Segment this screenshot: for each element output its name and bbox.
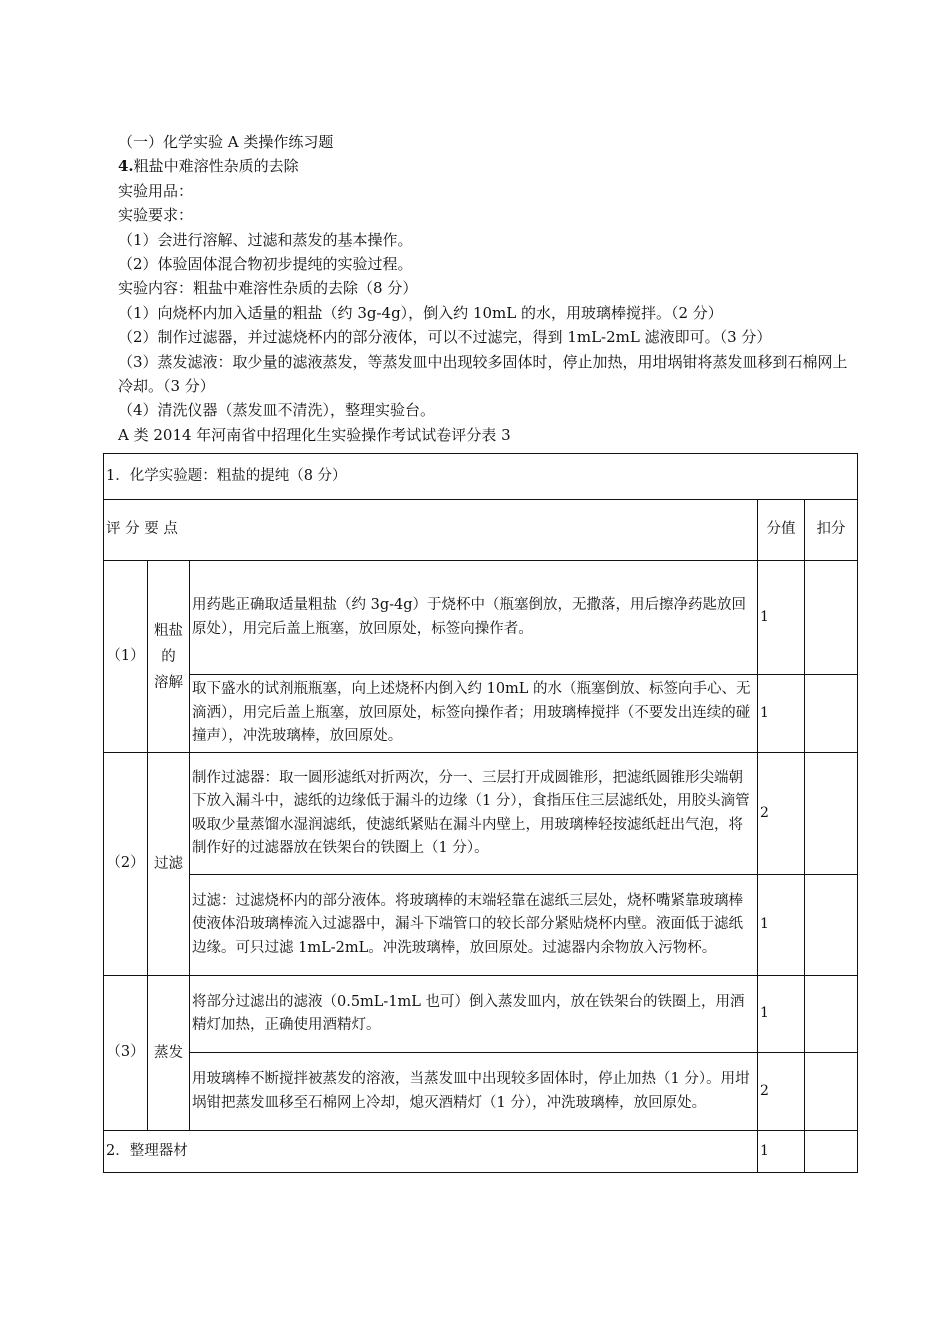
deduct-cell[interactable] xyxy=(805,1131,858,1173)
score-value: 1 xyxy=(758,1131,805,1173)
table-row xyxy=(104,875,858,976)
supplies-label: 实验用品： xyxy=(118,181,194,200)
group-name: 蒸发 xyxy=(148,976,190,1131)
score-value: 2 xyxy=(758,753,805,875)
content-label: 实验内容：粗盐中难溶性杂质的去除（8 分） xyxy=(118,279,418,298)
score-value: 1 xyxy=(758,976,805,1053)
deduct-cell[interactable] xyxy=(805,675,858,753)
criterion-text: 2．整理器材 xyxy=(104,1131,758,1173)
topic-number: 4. xyxy=(118,157,134,176)
criterion-text: 取下盛水的试剂瓶瓶塞，向上述烧杯内倒入约 10mL 的水（瓶塞倒放、标签向手心、无滴洒），用完后盖上瓶塞，放回原处，标签向操作者；用玻璃棒搅拌（不要发出连续的碰撞声），冲洗玻璃棒，放回原处。 xyxy=(190,675,758,753)
scoring-table xyxy=(103,453,858,1173)
topic-title: 4.粗盐中难溶性杂质的去除 xyxy=(118,157,299,176)
criterion-text: 将部分过滤出的滤液（0.5mL-1mL 也可）倒入蒸发皿内，放在铁架台的铁圈上，用酒精灯加热，正确使用酒精灯。 xyxy=(190,976,758,1053)
deduct-cell[interactable] xyxy=(805,753,858,875)
table-title: 1．化学实验题：粗盐的提纯（8 分） xyxy=(104,454,858,500)
table-row xyxy=(104,753,858,875)
header-deduct: 扣分 xyxy=(805,500,858,561)
group-number: （3） xyxy=(104,976,148,1131)
section-heading: （一）化学实验 A 类操作练习题 xyxy=(118,133,334,151)
step-item: （4）清洗仪器（蒸发皿不清洗），整理实验台。 xyxy=(118,401,436,420)
score-value: 1 xyxy=(758,675,805,753)
deduct-cell[interactable] xyxy=(805,1053,858,1131)
group-number: （2） xyxy=(104,753,148,976)
deduct-cell[interactable] xyxy=(805,976,858,1053)
table-title-row xyxy=(104,454,858,500)
header-points: 评 分 要 点 xyxy=(104,500,758,561)
table-row xyxy=(104,976,858,1053)
exercise-intro xyxy=(118,130,858,447)
requirement-item: （1）会进行溶解、过滤和蒸发的基本操作。 xyxy=(118,230,413,249)
deduct-cell[interactable] xyxy=(805,561,858,675)
score-value: 2 xyxy=(758,1053,805,1131)
table-row xyxy=(104,1131,858,1173)
step-item: （2）制作过滤器，并过滤烧杯内的部分液体，可以不过滤完，得到 1mL-2mL 滤液即可。（3 分） xyxy=(118,328,772,347)
table-row xyxy=(104,675,858,753)
requirement-item: （2）体验固体混合物初步提纯的实验过程。 xyxy=(118,255,413,274)
step-item: （3）蒸发滤液：取少量的滤液蒸发，等蒸发皿中出现较多固体时，停止加热，用坩埚钳将蒸发皿移到石棉网上冷却。（3 分） xyxy=(118,352,848,396)
table-row xyxy=(104,1053,858,1131)
step-item: （1）向烧杯内加入适量的粗盐（约 3g-4g），倒入约 10mL 的水，用玻璃棒搅拌。（2 分） xyxy=(118,303,723,322)
table-header-row xyxy=(104,500,858,561)
requirements-label: 实验要求： xyxy=(118,206,194,225)
criterion-text: 制作过滤器：取一圆形滤纸对折两次，分一、三层打开成圆锥形，把滤纸圆锥形尖端朝下放入漏斗中，滤纸的边缘低于漏斗的边缘（1 分），食指压住三层滤纸处，用胶头滴管吸取少量蒸馏水湿润滤纸，使滤纸紧贴在漏斗内壁上，用玻璃棒轻按滤纸赶出气泡，将制作好的过滤器放在铁架台的铁圈上（1 分）。 xyxy=(190,753,758,875)
criterion-text: 用药匙正确取适量粗盐（约 3g-4g）于烧杯中（瓶塞倒放，无撒落，用后擦净药匙放回原处），用完后盖上瓶塞，放回原处，标签向操作者。 xyxy=(190,561,758,675)
score-value: 1 xyxy=(758,561,805,675)
header-value: 分值 xyxy=(758,500,805,561)
table-caption: A 类 2014 年河南省中招理化生实验操作考试试卷评分表 3 xyxy=(118,425,511,444)
criterion-text: 过滤：过滤烧杯内的部分液体。将玻璃棒的末端轻靠在滤纸三层处，烧杯嘴紧靠玻璃棒使液体沿玻璃棒流入过滤器中，漏斗下端管口的较长部分紧贴烧杯内壁。液面低于滤纸边缘。可只过滤 1mL-2mL。冲洗玻璃棒，放回原处。过滤器内余物放入污物杯。 xyxy=(190,875,758,976)
table-row xyxy=(104,561,858,675)
group-number: （1） xyxy=(104,561,148,753)
score-value: 1 xyxy=(758,875,805,976)
deduct-cell[interactable] xyxy=(805,875,858,976)
criterion-text: 用玻璃棒不断搅拌被蒸发的溶液，当蒸发皿中出现较多固体时，停止加热（1 分）。用坩埚钳把蒸发皿移至石棉网上冷却，熄灭酒精灯（1 分），冲洗玻璃棒，放回原处。 xyxy=(190,1053,758,1131)
group-name: 粗盐 的 溶解 xyxy=(148,561,190,753)
group-name: 过滤 xyxy=(148,753,190,976)
